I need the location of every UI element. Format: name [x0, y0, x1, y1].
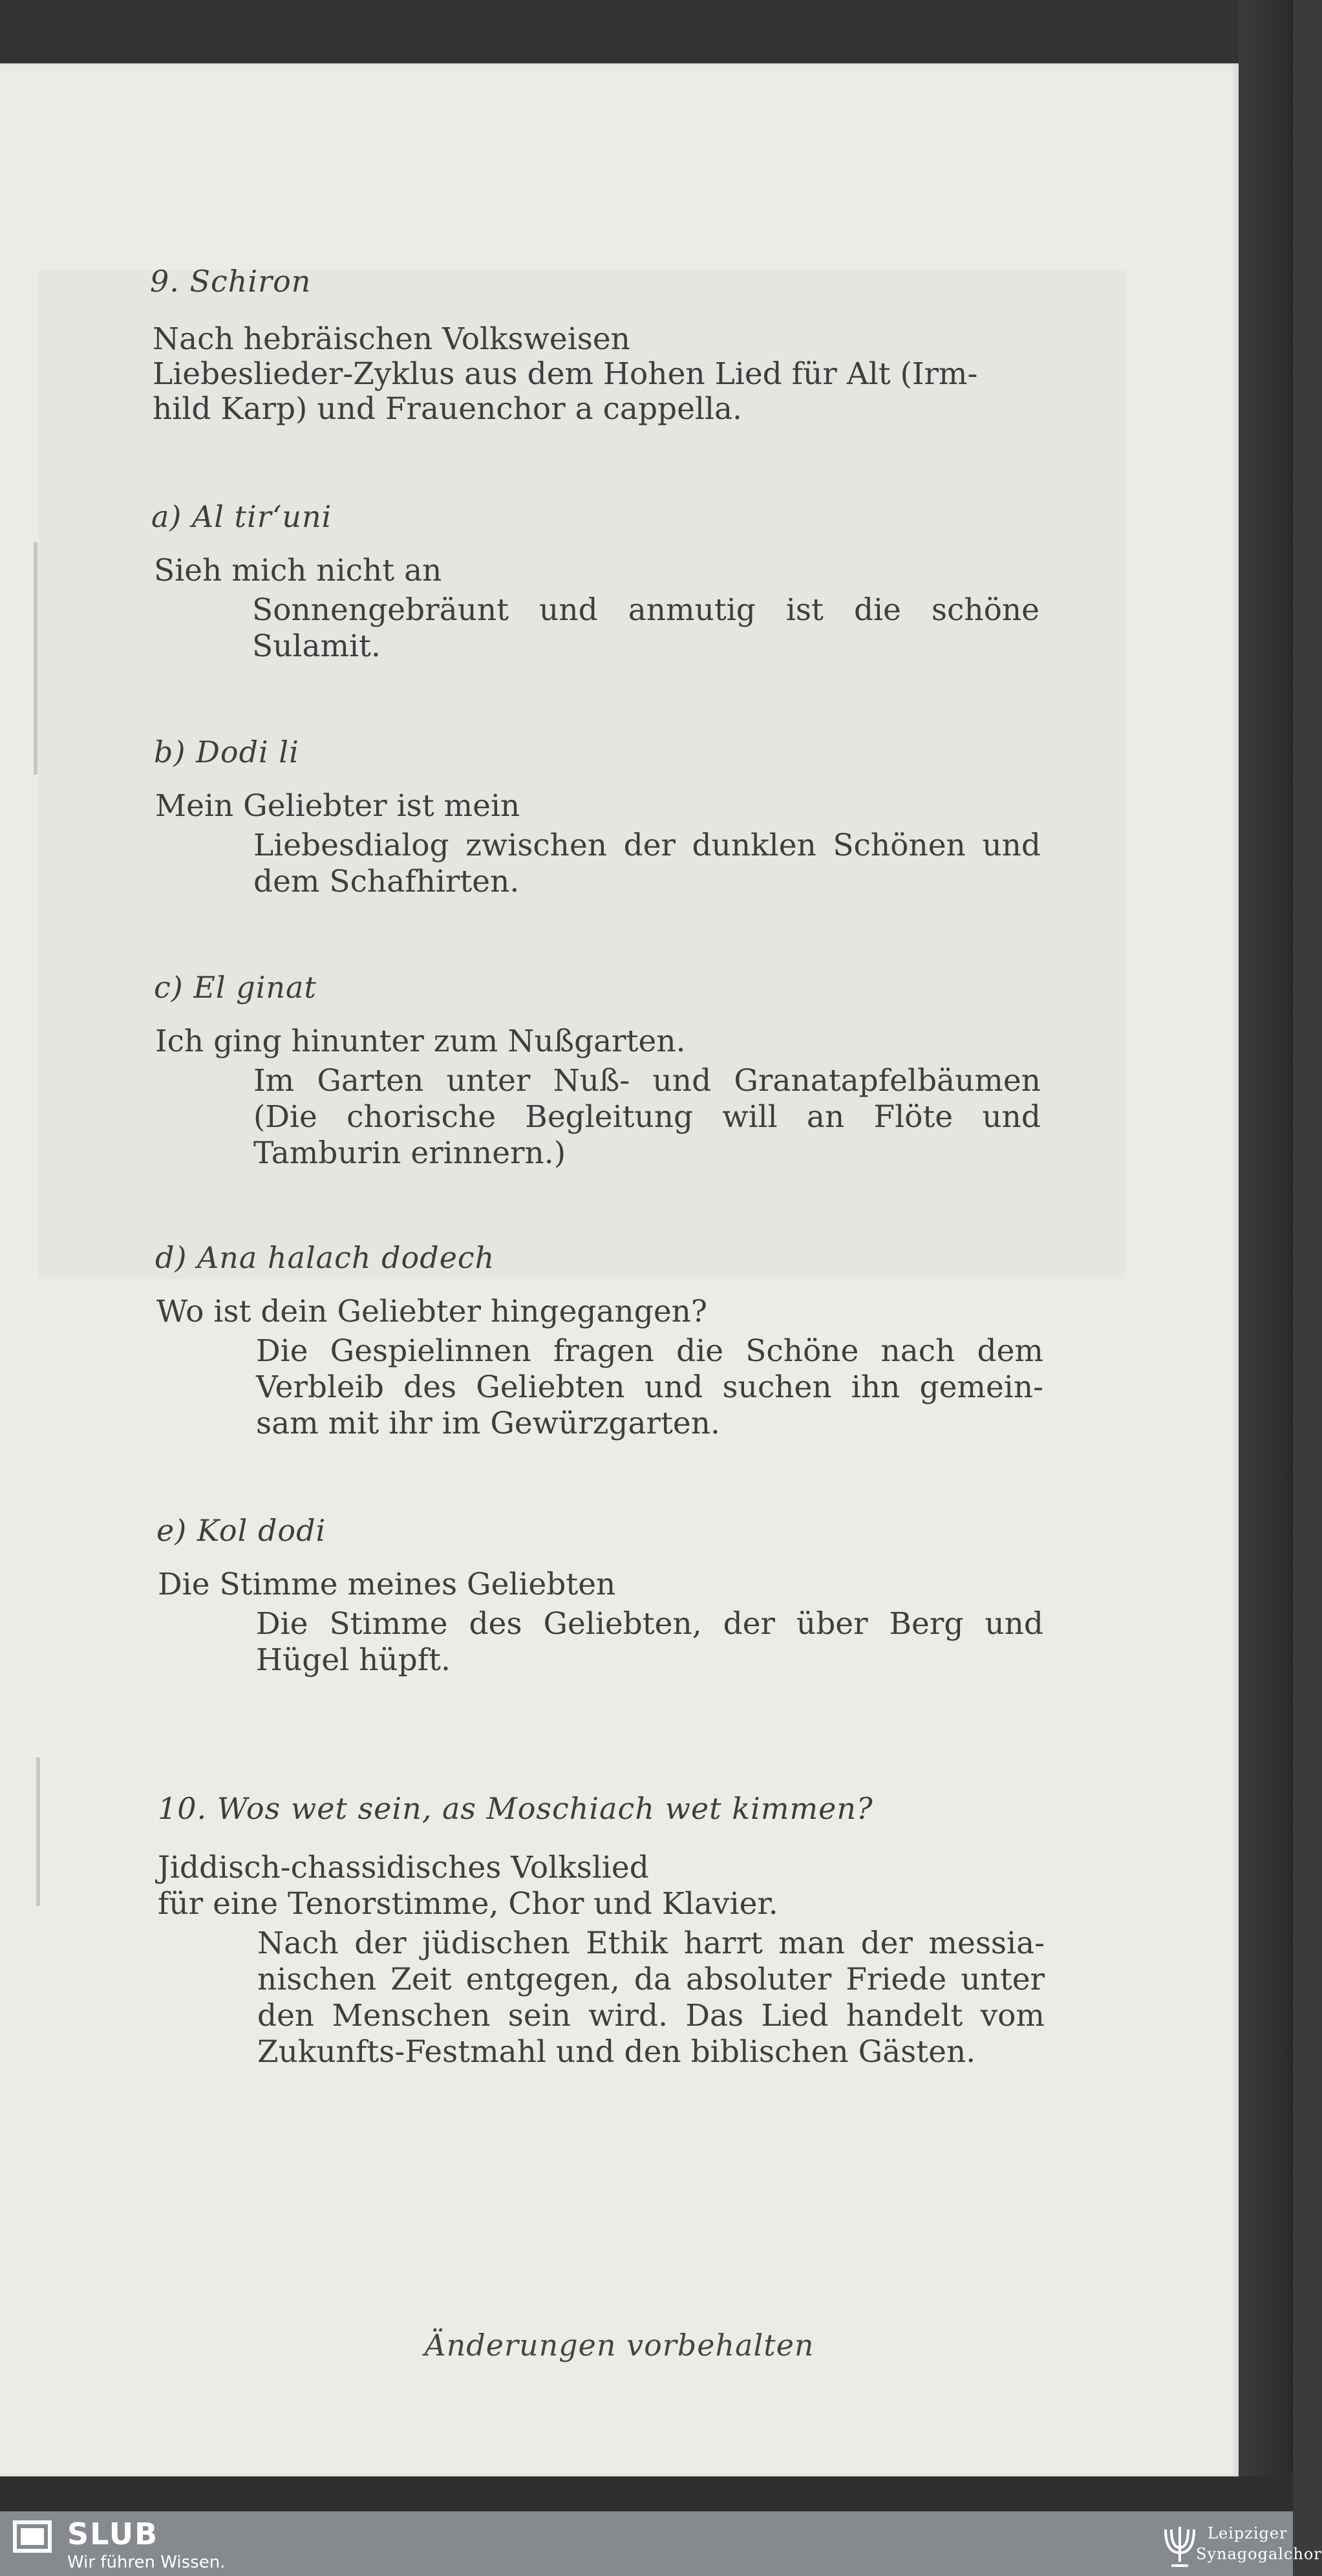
- song-description: Die Stimme des Geliebten, der über Berg und Hügel hüpft.: [256, 1606, 1043, 1678]
- slub-tagline: Wir führen Wissen.: [67, 2553, 226, 2572]
- footer-note: Änderungen vorbehalten: [424, 2328, 815, 2363]
- document-page: [0, 63, 1239, 2476]
- song-heading: b) Dodi li: [154, 735, 299, 769]
- song-heading: e) Kol dodi: [156, 1513, 326, 1548]
- song-description: Sonnengebräunt und anmutig ist die schöne Sulamit.: [252, 592, 1039, 664]
- song-translation: Mein Geliebter ist mein: [155, 788, 520, 824]
- item-subtitle: Nach hebräischen Volksweisen: [153, 321, 630, 357]
- song-heading: c) El ginat: [154, 970, 317, 1005]
- partner-name-line1: Leipziger: [1208, 2524, 1288, 2542]
- library-banner: [0, 2511, 1322, 2576]
- item-description: Nach der jüdischen Ethik harrt man der messia-nischen Zeit entgegen, da absoluter Friede unter den Menschen sein wird. Das Lied handelt vom Zukunfts-Festmahl und den biblischen Gästen.: [257, 1926, 1045, 2070]
- scan-background-top: [0, 0, 1293, 63]
- song-translation: Sieh mich nicht an: [154, 553, 442, 588]
- song-translation: Wo ist dein Geliebter hingegangen?: [156, 1294, 708, 1329]
- item-subtitle: für eine Tenorstimme, Chor und Klavier.: [158, 1886, 778, 1922]
- item-subtitle: Liebeslieder-Zyklus aus dem Hohen Lied für Alt (Irm-: [153, 356, 978, 392]
- song-translation: Ich ging hinunter zum Nußgarten.: [155, 1024, 686, 1059]
- item-subtitle: hild Karp) und Frauenchor a cappella.: [153, 391, 742, 427]
- slub-name: SLUB: [67, 2517, 159, 2551]
- item-heading: 9. Schiron: [150, 264, 312, 299]
- item-subtitle: Jiddisch-chassidisches Volkslied: [158, 1850, 649, 1885]
- song-heading: d) Ana halach dodech: [155, 1240, 495, 1275]
- scan-background-bottom: [0, 2476, 1293, 2511]
- song-description: Die Gespielinnen fragen die Schöne nach dem Verbleib des Geliebten und suchen ihn gemein-sam mit ihr im Gewürzgarten.: [256, 1333, 1043, 1441]
- song-description: Liebesdialog zwischen der dunklen Schönen und dem Schafhirten.: [253, 828, 1041, 899]
- song-heading: a) Al tir‘uni: [151, 499, 332, 534]
- slub-logo-icon: [13, 2520, 52, 2553]
- song-translation: Die Stimme meines Geliebten: [158, 1567, 616, 1602]
- binding-mark: [36, 1757, 40, 1906]
- item-heading: 10. Wos wet sein, as Moschiach wet kimmen?: [158, 1791, 873, 1826]
- song-description: Im Garten unter Nuß- und Granatapfelbäumen (Die chorische Begleitung will an Flöte und Tamburin erinnern.): [253, 1063, 1041, 1171]
- scan-background-right: [1239, 0, 1293, 2509]
- binding-mark: [34, 542, 37, 775]
- partner-name-line2: Synagogalchor: [1196, 2545, 1322, 2563]
